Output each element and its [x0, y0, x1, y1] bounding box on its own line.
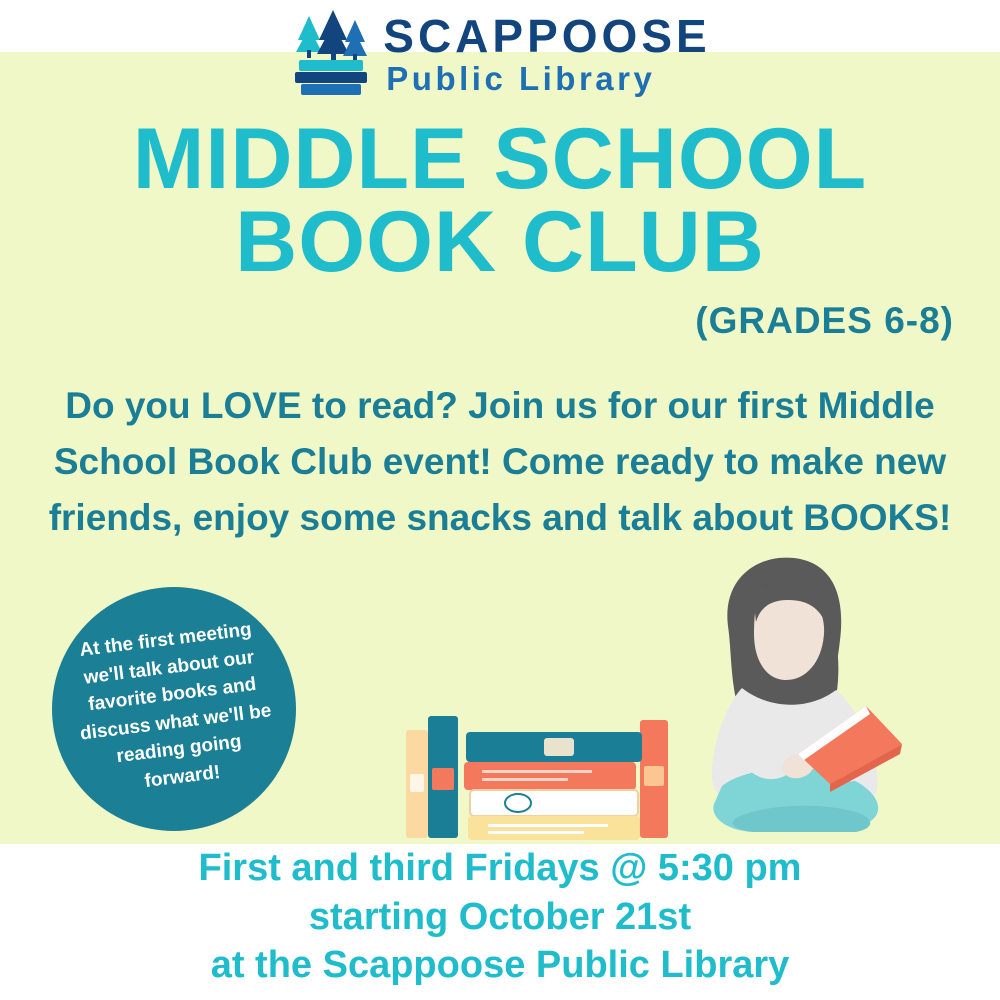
headline-line-1: MIDDLE SCHOOL [132, 111, 868, 207]
logo-title: SCAPPOOSE [383, 10, 711, 62]
first-meeting-note-text: At the first meeting we'll talk about our favorite books and discuss what we'll be reading going forward! [78, 619, 273, 793]
event-details-line-3: at the Scappoose Public Library [210, 944, 790, 987]
logo-wordmark [383, 10, 711, 97]
grades-label: (GRADES 6-8) [695, 300, 954, 341]
event-details-line-2: starting October 21st [308, 895, 692, 938]
library-tree-books-icon [289, 10, 373, 98]
stack-of-books-illustration [396, 688, 696, 848]
description-text: Do you LOVE to read? Join us for our first Middle School Book Club event! Come ready to make new friends, enjoy some snacks and talk about BOOKS! [48, 385, 952, 539]
headline-line-2: BOOK CLUB [235, 193, 765, 290]
logo-subtitle: Public Library [386, 60, 656, 97]
library-logo [0, 6, 1000, 102]
page-title [0, 111, 1000, 290]
event-details-line-1: First and third Fridays @ 5:30 pm [198, 847, 802, 890]
first-meeting-note [52, 587, 296, 831]
event-details [0, 844, 1000, 990]
girl-reading-book-illustration [670, 548, 960, 848]
